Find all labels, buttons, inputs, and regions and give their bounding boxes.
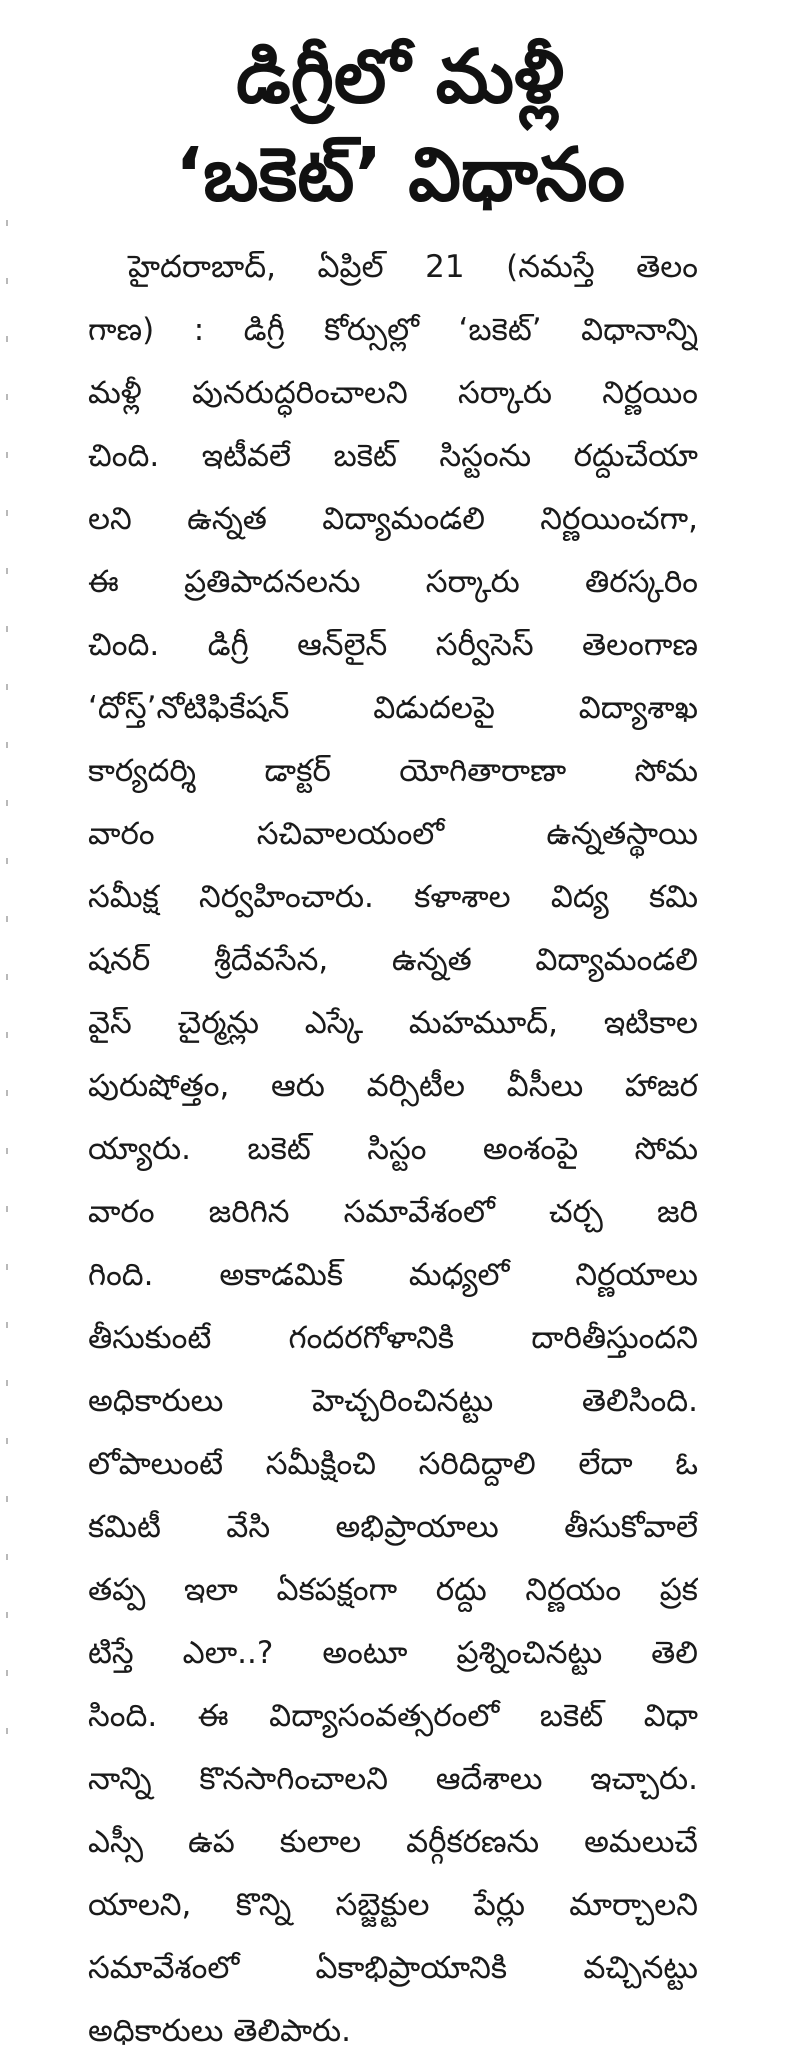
article-body bbox=[88, 236, 698, 2063]
headline-line-1: డిగ్రీలో మళ్లీ bbox=[235, 34, 565, 120]
article-line: టిస్తే ఎలా..? అంటూ ప్రశ్నించినట్టు తెలి bbox=[88, 1635, 698, 1671]
article-line: తప్ప ఇలా ఏకపక్షంగా రద్దు నిర్ణయం ప్రక bbox=[88, 1572, 698, 1608]
article-line: ఎస్సీ ఉప కులాల వర్గీకరణను అమలుచే bbox=[88, 1824, 698, 1860]
article-line: ఈ ప్రతిపాదనలను సర్కారు తిరస్కరిం bbox=[88, 564, 698, 600]
article-line: నాన్ని కొనసాగించాలని ఆదేశాలు ఇచ్చారు. bbox=[88, 1761, 698, 1797]
article-line: సమీక్ష నిర్వహించారు. కళాశాల విద్య కమి bbox=[88, 879, 698, 915]
article-line: కమిటీ వేసి అభిప్రాయాలు తీసుకోవాలే bbox=[88, 1509, 698, 1545]
article-line: అధికారులు తెలిపారు. bbox=[88, 2013, 351, 2049]
article-line: చింది. డిగ్రీ ఆన్‌లైన్ సర్వీసెస్ తెలంగాణ bbox=[88, 627, 698, 663]
article-line: సమావేశంలో ఏకాభిప్రాయానికి వచ్చినట్టు bbox=[88, 1950, 698, 1986]
article-line: య్యారు. బకెట్ సిస్టం అంశంపై సోమ bbox=[88, 1131, 698, 1167]
article-line: సింది. ఈ విద్యాసంవత్సరంలో బకెట్ విధా bbox=[88, 1698, 698, 1734]
article-line: గాణ) : డిగ్రీ కోర్సుల్లో ‘బకెట్’ విధానాన్ని bbox=[88, 312, 698, 348]
article-line: చింది. ఇటీవలే బకెట్ సిస్టంను రద్దుచేయా bbox=[88, 438, 698, 474]
article-line: అధికారులు హెచ్చరించినట్టు తెలిసింది. bbox=[88, 1383, 698, 1419]
article-line: పురుషోత్తం, ఆరు వర్సిటీల వీసీలు హాజర bbox=[88, 1068, 698, 1104]
article-line: వైస్ చైర్మన్లు ఎస్కే మహమూద్, ఇటికాల bbox=[88, 1005, 698, 1041]
article-line: షనర్ శ్రీదేవసేన, ఉన్నత విద్యామండలి bbox=[88, 942, 698, 978]
article-line: లోపాలుంటే సమీక్షించి సరిదిద్దాలి లేదా ఓ bbox=[88, 1446, 698, 1482]
article-line: కార్యదర్శి డాక్టర్ యోగితారాణా సోమ bbox=[88, 753, 698, 789]
article-line: గింది. అకాడమిక్ మధ్యలో నిర్ణయాలు bbox=[88, 1257, 698, 1293]
article-line: లని ఉన్నత విద్యామండలి నిర్ణయించగా, bbox=[88, 501, 698, 537]
article-line: తీసుకుంటే గందరగోళానికి దారితీస్తుందని bbox=[88, 1320, 698, 1356]
column-divider bbox=[6, 220, 8, 1780]
article-line: ‘దోస్త్’నోటిఫికేషన్ విడుదలపై విద్యాశాఖ bbox=[88, 690, 698, 726]
article-line: మళ్లీ పునరుద్ధరించాలని సర్కారు నిర్ణయిం bbox=[88, 375, 698, 411]
article-line: వారం జరిగిన సమావేశంలో చర్చ జరి bbox=[88, 1194, 698, 1230]
article-line: వారం సచివాలయంలో ఉన్నతస్థాయి bbox=[88, 816, 698, 852]
headline-line-2: ‘బకెట్’ విధానం bbox=[175, 132, 625, 218]
article-line: హైదరాబాద్, ఏప్రిల్ 21 (నమస్తే తెలం bbox=[128, 249, 698, 285]
article-line: యాలని, కొన్ని సబ్జెక్టుల పేర్లు మార్చాలని bbox=[88, 1887, 698, 1923]
